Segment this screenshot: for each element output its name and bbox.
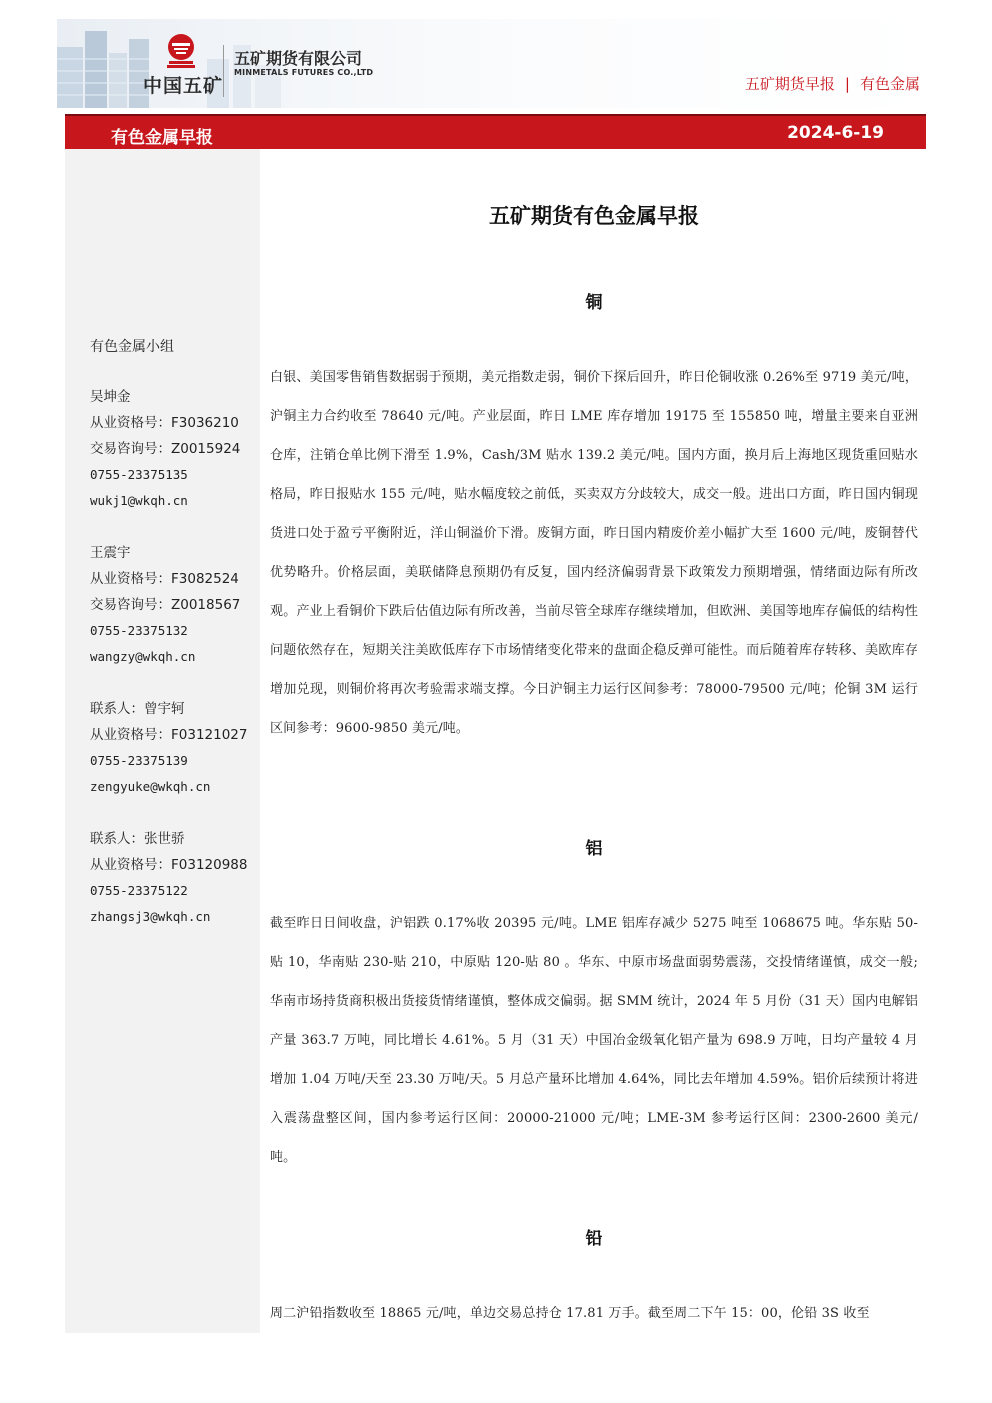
- contact-phone: 0755-23375135: [90, 467, 188, 482]
- contact-email: zhangsj3@wkqh.cn: [90, 909, 211, 924]
- company-name-en: MINMETALS FUTURES CO.,LTD: [234, 68, 374, 77]
- report-category-label: 有色金属: [859, 75, 920, 93]
- contact-name: 联系人：张世骄: [90, 831, 185, 847]
- report-title-bar: [65, 114, 926, 149]
- contact-card: [90, 384, 260, 514]
- contact-email: zengyuke@wkqh.cn: [90, 779, 211, 794]
- consulting-number: 交易咨询号：Z0018567: [90, 597, 241, 613]
- section-title-aluminum: 铝: [585, 839, 603, 859]
- analyst-sidebar: [65, 149, 260, 1333]
- section-title-copper: 铜: [585, 293, 603, 313]
- contact-name: 王震宇: [90, 545, 131, 561]
- contact-phone: 0755-23375139: [90, 753, 188, 768]
- section-body-copper: 白银、美国零售销售数据弱于预期，美元指数走弱，铜价下探后回升，昨日伦铜收涨 0.26%至 9719 美元/吨，沪铜主力合约收至 78640 元/吨。产业层面，昨日 LME 库存增加 19175 至 155850 吨，增量主要来自亚洲仓库，注销仓单比例下滑至 1.9%，Cash/3M 贴水 139.2 美元/吨。国内方面，换月后上海地区现货重回贴水格局，昨日报贴水 155 元/吨，贴水幅度较之前低，买卖双方分歧较大，成交一般。进出口方面，昨日国内铜现货进口处于盈亏平衡附近，洋山铜溢价下滑。废铜方面，昨日国内精废价差小幅扩大至 1600 元/吨，废铜替代优势略升。价格层面，美联储降息预期仍有反复，国内经济偏弱背景下政策发力预期增强，情绪面边际有所改观。产业上看铜价下跌后估值边际有所改善，当前尽管全球库存继续增加，但欧洲、美国等地库存偏低的结构性问题依然存在，短期关注美欧低库存下市场情绪变化带来的盘面企稳反弹可能性。而后随着库存转移、美欧库存增加兑现，则铜价将再次考验需求端支撑。今日沪铜主力运行区间参考：78000-79500 元/吨；伦铜 3M 运行区间参考：9600-9850 美元/吨。: [270, 370, 918, 736]
- document-title: 五矿期货有色金属早报: [489, 204, 699, 228]
- qualification-number: 从业资格号：F3036210: [90, 415, 239, 431]
- contact-email: wukj1@wkqh.cn: [90, 493, 188, 508]
- qualification-number: 从业资格号：F03120988: [90, 857, 248, 873]
- company-name-cn: 五矿期货有限公司: [234, 49, 363, 68]
- qualification-number: 从业资格号：F03121027: [90, 727, 248, 743]
- minmetals-emblem-icon: [165, 33, 197, 69]
- page-header: [57, 19, 936, 108]
- contact-name: 联系人：曾宇轲: [90, 701, 185, 717]
- team-title: 有色金属小组: [90, 339, 174, 355]
- contact-card: [90, 826, 260, 930]
- section-title-lead: 铅: [585, 1229, 603, 1249]
- report-bar-title: 有色金属早报: [111, 128, 213, 148]
- contact-phone: 0755-23375132: [90, 623, 188, 638]
- china-minmetals-logo-text: 中国五矿: [143, 75, 224, 97]
- report-breadcrumb: [745, 73, 920, 94]
- contact-name: 吴坤金: [90, 389, 131, 405]
- section-body-aluminum: 截至昨日日间收盘，沪铝跌 0.17%收 20395 元/吨。LME 铝库存减少 5275 吨至 1068675 吨。华东贴 50-贴 10，华南贴 230-贴 210，中原贴 120-贴 80 。华东、中原市场盘面弱势震荡，交投情绪谨慎，成交一般;华南市场持货商积极出货接货情绪谨慎，整体成交偏弱。据 SMM 统计，2024 年 5 月份（31 天）国内电解铝产量 363.7 万吨，同比增长 4.61%。5 月（31 天）中国冶金级氧化铝产量为 698.9 万吨，日均产量较 4 月增加 1.04 万吨/天至 23.30 万吨/天。5 月总产量环比增加 4.64%，同比去年增加 4.59%。铝价后续预计将进入震荡盘整区间，国内参考运行区间：20000-21000 元/吨；LME-3M 参考运行区间：2300-2600 美元/吨。: [270, 916, 918, 1165]
- report-date: 2024-6-19: [787, 123, 884, 143]
- report-series-label: 五矿期货早报: [744, 75, 835, 93]
- contact-card: [90, 696, 260, 800]
- section-body-lead: 周二沪铅指数收至 18865 元/吨，单边交易总持仓 17.81 万手。截至周二下午 15：00，伦铅 3S 收至: [270, 1306, 870, 1321]
- contact-email: wangzy@wkqh.cn: [90, 649, 196, 664]
- breadcrumb-separator: |: [844, 75, 850, 93]
- qualification-number: 从业资格号：F3082524: [90, 571, 239, 587]
- contact-card: [90, 540, 260, 670]
- contact-phone: 0755-23375122: [90, 883, 188, 898]
- logo-divider: [223, 45, 224, 97]
- consulting-number: 交易咨询号：Z0015924: [90, 441, 241, 457]
